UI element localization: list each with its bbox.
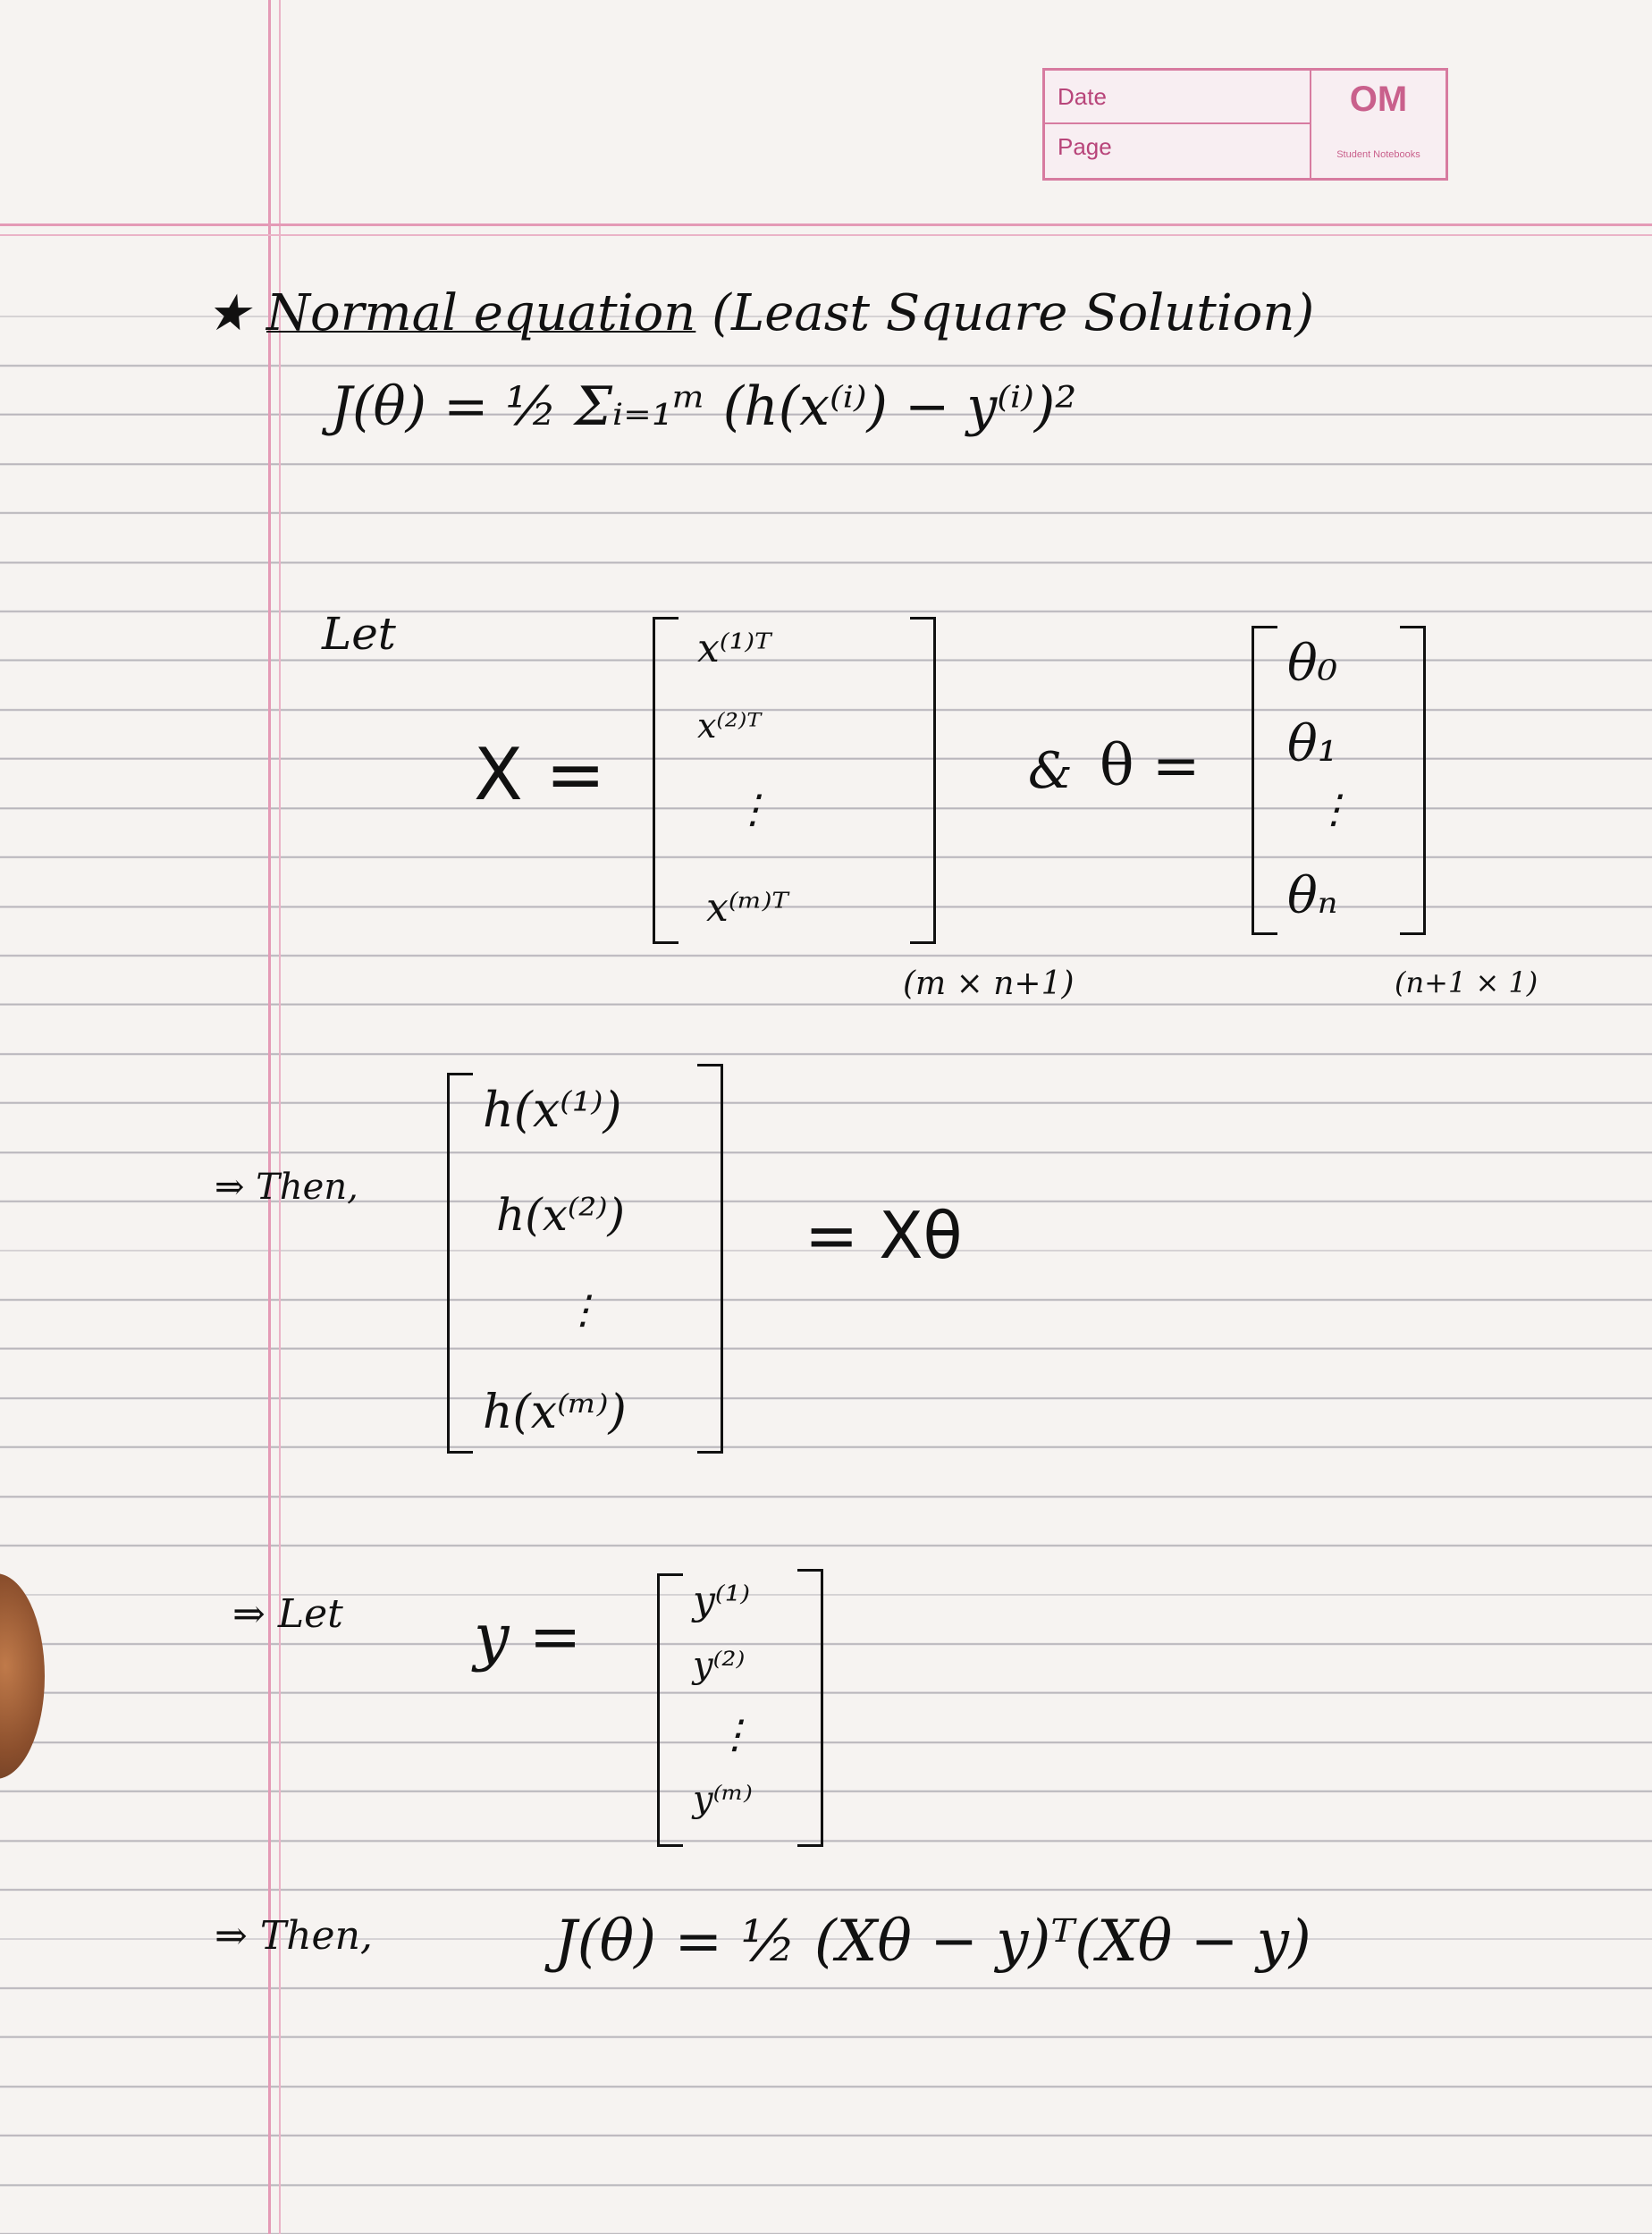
logo-divider bbox=[1310, 71, 1311, 178]
header-rule bbox=[0, 223, 1652, 226]
equals-x-theta: = Xθ bbox=[805, 1198, 963, 1273]
theta-matrix-row-3: ⋮ bbox=[1314, 787, 1353, 832]
cost-function-equation: J(θ) = ½ Σᵢ₌₁ᵐ (h(x⁽ⁱ⁾) − y⁽ⁱ⁾)² bbox=[331, 375, 1077, 438]
final-equation: J(θ) = ½ (Xθ − y)ᵀ(Xθ − y) bbox=[554, 1909, 1311, 1975]
y-vector-row-1: y⁽¹⁾ bbox=[693, 1578, 751, 1623]
x-matrix-left-bracket bbox=[653, 617, 678, 944]
page-label: Page bbox=[1058, 133, 1112, 160]
title-paren: (Least Square Solution) bbox=[712, 284, 1315, 342]
page-title bbox=[206, 284, 1314, 342]
let2-label: ⇒ Let bbox=[232, 1591, 343, 1637]
theta-matrix-row-2: θ₁ bbox=[1287, 715, 1338, 773]
h-vector-row-4: h(x⁽ᵐ⁾) bbox=[483, 1386, 627, 1439]
title-star: ★ bbox=[206, 284, 251, 342]
y-vector-row-4: y⁽ᵐ⁾ bbox=[693, 1779, 753, 1820]
h-vector-row-1: h(x⁽¹⁾) bbox=[483, 1082, 622, 1138]
date-divider bbox=[1045, 122, 1310, 124]
h-vector-right-bracket bbox=[697, 1064, 723, 1454]
h-vector-row-3: ⋮ bbox=[563, 1287, 603, 1333]
theta-matrix-row-4: θₙ bbox=[1287, 867, 1338, 925]
y-vector-left-bracket bbox=[657, 1573, 683, 1847]
x-matrix-row-2: x⁽²⁾ᵀ bbox=[697, 706, 762, 746]
theta-matrix-right-bracket bbox=[1400, 626, 1426, 935]
x-matrix-row-1: x⁽¹⁾ᵀ bbox=[697, 626, 771, 671]
theta-matrix-left-bracket bbox=[1252, 626, 1277, 935]
title-main: Normal equation bbox=[266, 284, 696, 342]
y-vector-right-bracket bbox=[797, 1569, 823, 1847]
theta-equals-label: θ = bbox=[1100, 733, 1201, 799]
h-vector-left-bracket bbox=[447, 1073, 473, 1454]
x-dimension: (m × n+1) bbox=[903, 965, 1075, 1002]
logo-text: OM bbox=[1349, 80, 1408, 119]
y-equals-label: y = bbox=[474, 1600, 582, 1673]
x-matrix-row-4: x⁽ᵐ⁾ᵀ bbox=[706, 885, 788, 931]
notebook-logo bbox=[1329, 78, 1428, 167]
theta-dimension: (n+1 × 1) bbox=[1395, 965, 1538, 999]
date-label: Date bbox=[1058, 83, 1107, 110]
theta-matrix-row-1: θ₀ bbox=[1287, 635, 1338, 693]
logo-subtext: Student Notebooks bbox=[1336, 149, 1420, 160]
let-label: Let bbox=[322, 608, 396, 660]
h-vector-row-2: h(x⁽²⁾) bbox=[496, 1189, 626, 1241]
x-equals-label: X = bbox=[474, 733, 606, 816]
date-page-box bbox=[1042, 68, 1448, 181]
header-rule-inner bbox=[0, 234, 1652, 236]
x-matrix-right-bracket bbox=[910, 617, 936, 944]
then2-label: ⇒ Then, bbox=[215, 1913, 373, 1959]
y-vector-row-3: ⋮ bbox=[715, 1712, 754, 1758]
and-symbol: & bbox=[1028, 742, 1073, 800]
y-vector-row-2: y⁽²⁾ bbox=[693, 1645, 746, 1686]
x-matrix-row-3: ⋮ bbox=[733, 787, 772, 832]
then-label: ⇒ Then, bbox=[215, 1167, 358, 1208]
